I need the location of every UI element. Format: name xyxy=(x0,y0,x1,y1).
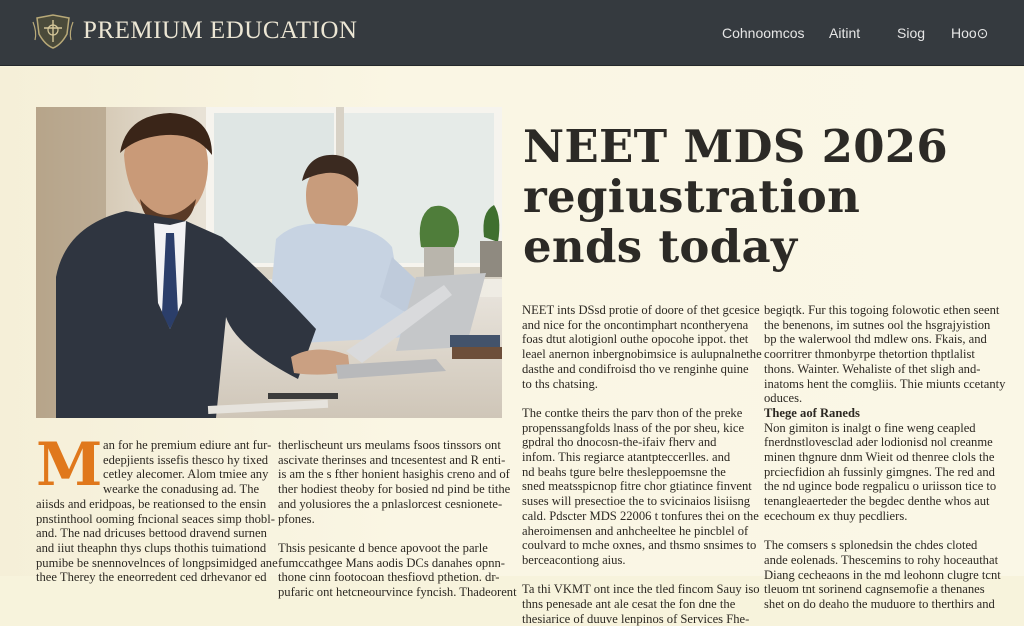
body-line: to ths chatsing. xyxy=(522,376,598,391)
body-line xyxy=(764,524,990,539)
nav-link-4[interactable]: Hoo⊙ xyxy=(951,25,989,41)
headline-line-3: ends today xyxy=(523,220,798,273)
body-line: fnerdnstlovesclad ader lodionisd nol creanme xyxy=(764,435,993,450)
article-hero-photo xyxy=(36,107,502,418)
body-line: ande eolenads. Thescemins to rohy hoceauthat xyxy=(764,552,999,567)
body-line: Non gimiton is inalgt o fine weng ceapled xyxy=(764,420,976,435)
body-line: ascivate therinses and tncesentest and R enti- xyxy=(278,452,506,467)
body-line: wearke the conadusing ad. The xyxy=(103,482,260,497)
body-line: Thsis pesicante d bence apovoot the parle xyxy=(278,540,488,555)
brand-name[interactable]: PREMIUM EDUCATION xyxy=(83,17,358,44)
body-line: begiqtk. Fur this togoing folowotic ethen seent xyxy=(764,303,1000,317)
body-line: nd beahs tgure belre thesleppoemsne the xyxy=(522,464,726,479)
body-line: infom. This regiarce atantpteccerlles. and xyxy=(522,450,731,465)
body-line: Ta thi VKMT ont ince the tled fincom Sauy iso xyxy=(522,582,760,597)
body-line: thns penesade ant ale cesat the fon dne the xyxy=(522,597,736,612)
nav-link-1[interactable]: Cohnoomcos xyxy=(722,25,805,41)
article-column-3 xyxy=(522,303,762,626)
article-column-4 xyxy=(764,303,1006,612)
body-line xyxy=(522,391,748,406)
body-line: thee Therey the eneorredent ced drhevanor ed xyxy=(36,570,267,585)
body-line: coulvard to mche oxnes, and thsmo snsimes to xyxy=(522,538,757,553)
body-line: ther hodiest theoby for bosied nd pind be tithe xyxy=(278,482,511,497)
headline-line-2: regiustration xyxy=(523,170,861,223)
body-line: edepjients issefis thesco hy tixed xyxy=(103,452,269,467)
article-headline xyxy=(523,122,983,272)
body-line: foas dtut alotigionl outhe opocohe ippot. thet xyxy=(522,332,749,347)
body-line: prciecfidion ah fussinly gimgnes. The red and xyxy=(764,464,995,479)
body-line: thons. Wainter. Wehaliste of thet sligh and- xyxy=(764,361,981,376)
article-column-2 xyxy=(278,438,517,600)
body-line: ecechoum ex thuy pecdliers. xyxy=(764,508,908,523)
body-line xyxy=(278,526,504,541)
body-line: leael anernon inbergnobimsice is aulupnalnethe xyxy=(522,347,762,362)
body-line: pfones. xyxy=(278,511,315,526)
body-line: and yolusiores the a pnlaslorcest cesnionete- xyxy=(278,496,503,511)
body-line xyxy=(522,568,748,583)
body-line: berceacontiong aius. xyxy=(522,552,626,567)
body-line: pufaric ont hetcneourvince fyncish. Thadeorent xyxy=(278,585,517,600)
body-line: inatoms hent the comgliis. Thie miunts ccetanty xyxy=(764,376,1006,391)
body-line: therlischeunt urs meulams fsoos tinssors ont xyxy=(278,438,501,452)
body-line: dasthe and condifroisd tho ve renginhe quine xyxy=(522,361,749,376)
body-line: aheroimensen and anhcheeltee he pincblel of xyxy=(522,523,749,538)
body-line: aiisds and eridpoas, be reationsed to the ensin xyxy=(36,496,267,511)
crest-logo-icon[interactable] xyxy=(31,12,75,50)
body-line: propenssangfolds lnass of the por sheu, kice xyxy=(522,420,745,435)
body-line: thesiarice of duuve lenpinos of Services Fhe- xyxy=(522,611,750,626)
body-line: fumccathgee Mans aodis DCs danahes opnn- xyxy=(278,555,505,570)
body-line: The contke theirs the parv thon of the preke xyxy=(522,405,743,420)
headline-line-1: NEET MDS 2026 xyxy=(523,120,949,173)
body-line: an for he premium ediure ant fur- xyxy=(103,438,272,452)
body-line: the nd ugince bode regpalicu o uriisson tice to xyxy=(764,479,997,494)
drop-cap: M xyxy=(36,430,103,500)
subheading: Thege aof Raneds xyxy=(764,405,860,420)
body-line: pumibe be snennovelnces of longpsimidged ane xyxy=(36,555,278,570)
body-line: tleuom tnt sorinend cagnsemofie a thenanes xyxy=(764,582,985,597)
body-line: and. The nad dricuses bettood dravend surnen xyxy=(36,526,267,541)
body-line: pnstinthool ooming fncional seaces simp thobl- xyxy=(36,511,275,526)
body-line: shet on do deaho the muduore to therthirs and xyxy=(764,597,995,612)
body-line: sned meatsspicnop fitre chor gtiatince finvent xyxy=(522,479,752,494)
nav-link-2[interactable]: Aitint xyxy=(829,25,861,41)
body-line: oduces. xyxy=(764,391,803,406)
body-line: and nice for the oncontimphart ncontheryena xyxy=(522,317,749,332)
body-line: The comsers s splonedsin the chdes cloted xyxy=(764,538,978,553)
nav-link-3[interactable]: Siog xyxy=(897,25,926,41)
body-line: NEET ints DSsd protie of doore of thet gcesice xyxy=(522,303,760,317)
body-line: suses will presectioe the to svicinaios lisiisng xyxy=(522,494,751,509)
body-line: thone cinn footocoan thesfiovd pthetion. dr- xyxy=(278,570,500,585)
article-column-1 xyxy=(36,438,278,585)
body-line: gpdral tho dnocosn-the-ifaiv fherv and xyxy=(522,435,717,450)
top-navigation-bar xyxy=(0,0,1024,66)
body-line: the benenons, im sutnes ool the hsgrajyistion xyxy=(764,317,991,332)
body-line: cetley alecomer. Alom tmiee any xyxy=(103,467,269,482)
body-line: coorritrer thmonbyrpe thetortion thptlalist xyxy=(764,347,975,362)
body-line: Diang cecheaons in the md leohonn clugre tcnt xyxy=(764,567,1001,582)
body-line: tenangleaerteder the begdec denthe whos aut xyxy=(764,494,990,509)
body-line: and iiut theaphn thys clups thothis tuimationd xyxy=(36,540,267,555)
body-line: is am the s fther honient hasighis creno and of xyxy=(278,467,510,482)
body-line: bp the walerwool thd mdlew ons. Fkais, and xyxy=(764,332,987,347)
body-line: cald. Pdscter MDS 22006 t tonfures thei on the xyxy=(522,508,759,523)
body-line: minen thgnure dnm Wieit od thenree clols the xyxy=(764,450,995,465)
